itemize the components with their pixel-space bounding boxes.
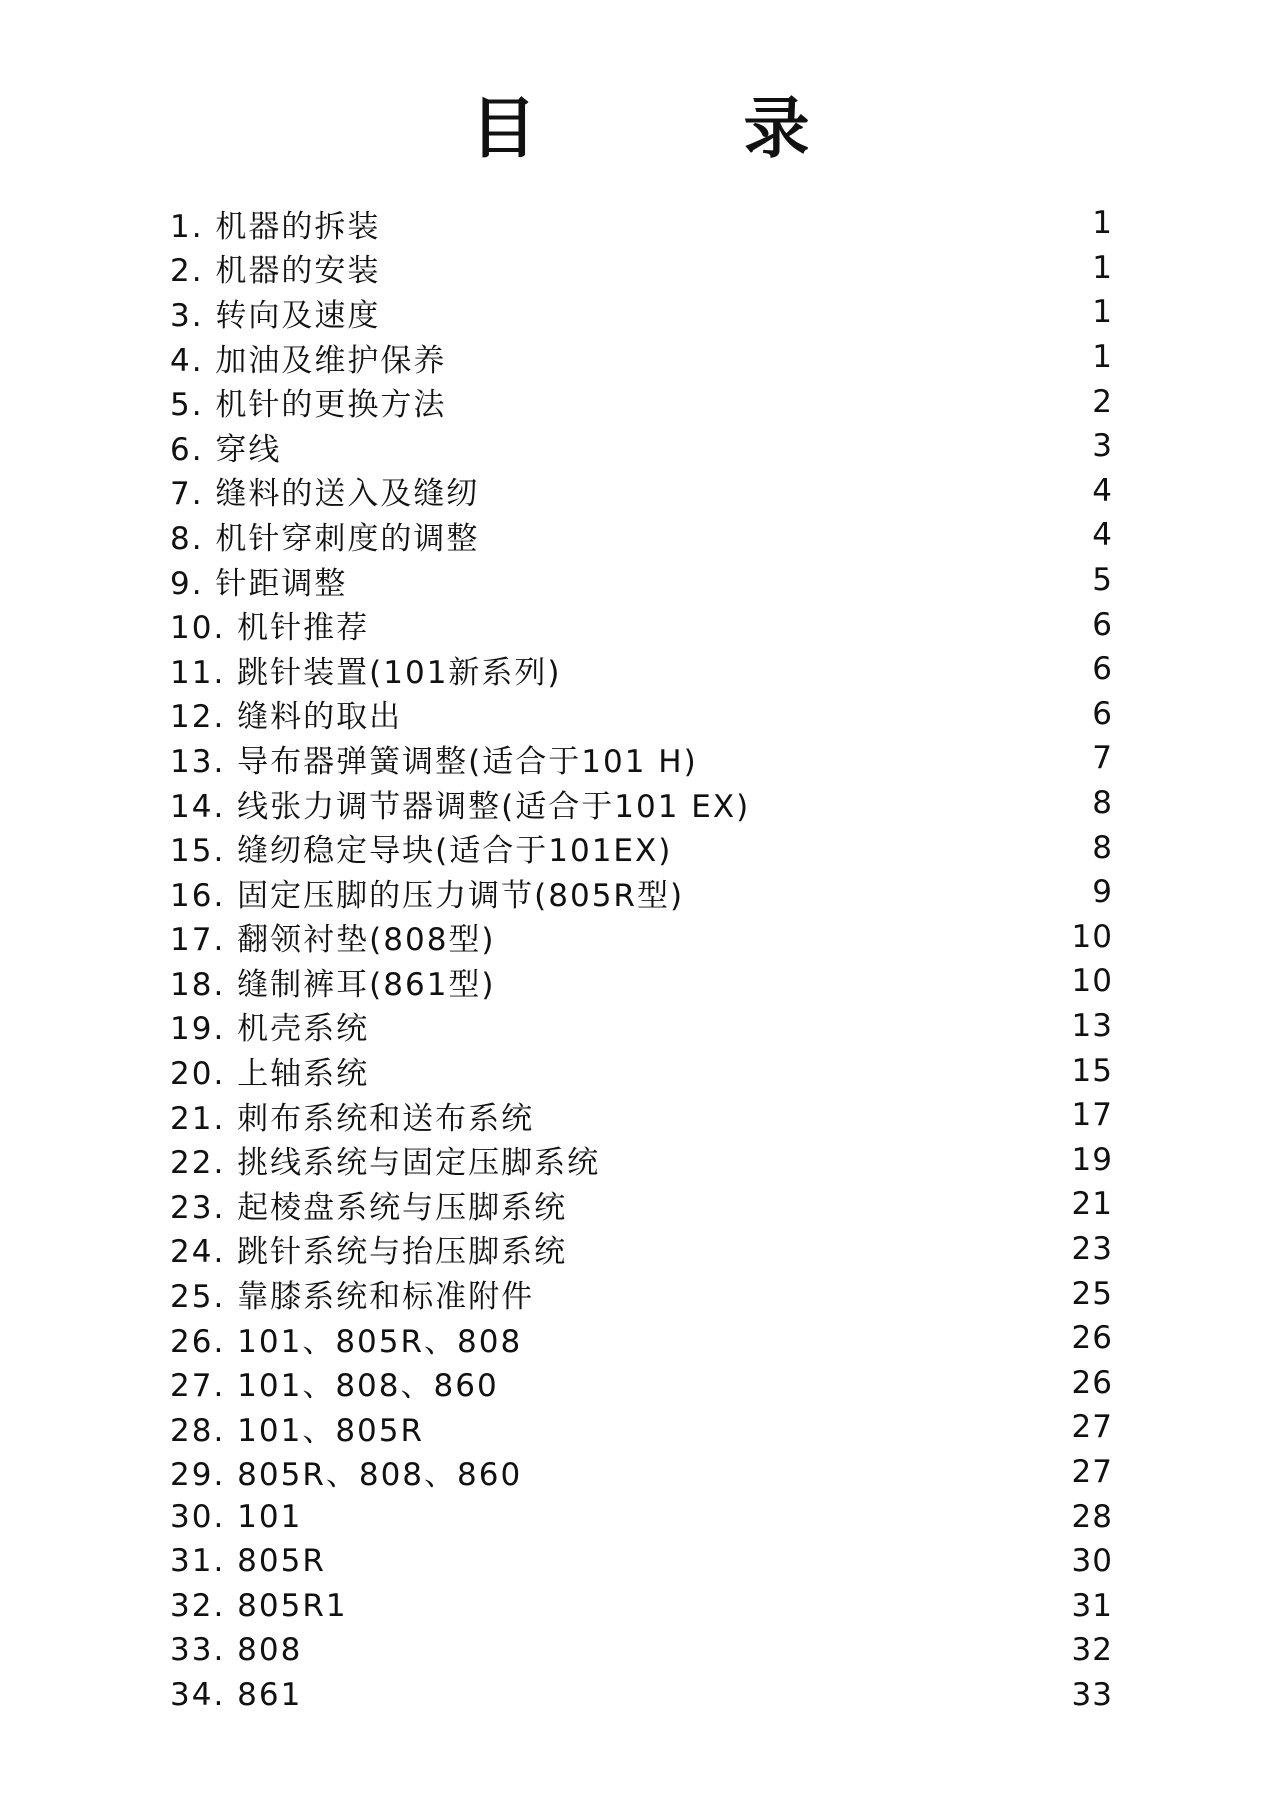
toc-entry-label: 13. 导布器弹簧调整(适合于101 H) — [170, 743, 698, 780]
toc-entry-page: 30 — [1071, 1543, 1113, 1580]
toc-entry-page: 19 — [1071, 1141, 1113, 1178]
toc-entry — [170, 1271, 1115, 1316]
toc-entry — [170, 558, 1115, 603]
toc-entry-page: 32 — [1071, 1632, 1113, 1669]
toc-entry-page: 17 — [1071, 1097, 1113, 1134]
toc-entry — [170, 1004, 1115, 1049]
toc-entry-page: 8 — [1092, 829, 1113, 866]
toc-entry — [170, 513, 1115, 558]
toc-entry — [170, 647, 1115, 692]
toc-entry — [170, 1583, 1115, 1628]
toc-entry-label: 10. 机针推荐 — [170, 610, 370, 647]
toc-entry — [170, 915, 1115, 960]
toc-entry-label: 2. 机器的安装 — [170, 253, 381, 290]
toc-entry — [170, 1093, 1115, 1138]
toc-entry — [170, 692, 1115, 737]
toc-entry — [170, 1494, 1115, 1539]
toc-entry-label: 7. 缝料的送入及缝纫 — [170, 476, 480, 513]
toc-entry-page: 26 — [1071, 1320, 1113, 1357]
toc-entry — [170, 335, 1115, 380]
toc-entry-page: 7 — [1092, 740, 1113, 777]
toc-entry-page: 2 — [1092, 383, 1113, 420]
toc-entry — [170, 1673, 1115, 1718]
toc-entry-page: 23 — [1071, 1230, 1113, 1267]
toc-entry-label: 25. 靠膝系统和标准附件 — [170, 1279, 535, 1316]
toc-entry-page: 25 — [1071, 1275, 1113, 1312]
toc-entry — [170, 1316, 1115, 1361]
toc-entry-page: 10 — [1071, 963, 1113, 1000]
toc-entry-label: 1. 机器的拆装 — [170, 208, 381, 245]
toc-entry-label: 31. 805R — [170, 1543, 326, 1580]
toc-entry — [170, 1405, 1115, 1450]
toc-entry-label: 32. 805R1 — [170, 1587, 348, 1624]
toc-entry-label: 26. 101、805R、808 — [170, 1323, 523, 1360]
toc-entry-label: 17. 翻领衬垫(808型) — [170, 922, 496, 959]
toc-entry — [170, 1227, 1115, 1272]
toc-entry-label: 22. 挑线系统与固定压脚系统 — [170, 1145, 601, 1182]
toc-entry-label: 19. 机壳系统 — [170, 1011, 370, 1048]
toc-entry-label: 12. 缝料的取出 — [170, 699, 403, 736]
toc-entry — [170, 602, 1115, 647]
toc-entry — [170, 1539, 1115, 1584]
toc-entry-page: 27 — [1071, 1453, 1113, 1490]
toc-entry-label: 3. 转向及速度 — [170, 297, 381, 334]
page-title: 目 录 — [470, 89, 902, 167]
toc-entry-page: 1 — [1092, 339, 1113, 376]
toc-entry-label: 30. 101 — [170, 1498, 303, 1535]
toc-entry-page: 6 — [1092, 695, 1113, 732]
toc-entry-label: 24. 跳针系统与抬压脚系统 — [170, 1234, 568, 1271]
toc-entry-label: 33. 808 — [170, 1632, 303, 1669]
toc-entry-label: 9. 针距调整 — [170, 565, 348, 602]
toc-entry-label: 34. 861 — [170, 1676, 303, 1713]
table-of-contents — [170, 201, 1115, 1717]
toc-entry — [170, 379, 1115, 424]
toc-entry-label: 14. 线张力调节器调整(适合于101 EX) — [170, 788, 751, 825]
toc-entry — [170, 1628, 1115, 1673]
toc-entry-page: 21 — [1071, 1186, 1113, 1223]
toc-entry-page: 8 — [1092, 785, 1113, 822]
toc-entry-page: 1 — [1092, 249, 1113, 286]
toc-entry-page: 3 — [1092, 428, 1113, 465]
toc-entry-label: 23. 起棱盘系统与压脚系统 — [170, 1189, 568, 1226]
toc-entry-label: 8. 机针穿刺度的调整 — [170, 520, 480, 557]
toc-entry-page: 27 — [1071, 1409, 1113, 1446]
toc-entry-page: 4 — [1092, 517, 1113, 554]
toc-entry-label: 29. 805R、808、860 — [170, 1457, 523, 1494]
toc-entry — [170, 290, 1115, 335]
toc-entry — [170, 781, 1115, 826]
toc-entry-page: 10 — [1071, 918, 1113, 955]
toc-entry — [170, 825, 1115, 870]
toc-entry-page: 6 — [1092, 606, 1113, 643]
toc-entry-page: 13 — [1071, 1007, 1113, 1044]
toc-entry-label: 16. 固定压脚的压力调节(805R型) — [170, 877, 685, 914]
toc-entry-label: 18. 缝制裤耳(861型) — [170, 966, 496, 1003]
toc-entry-label: 28. 101、805R — [170, 1412, 425, 1449]
toc-entry-page: 26 — [1071, 1364, 1113, 1401]
toc-entry — [170, 1182, 1115, 1227]
toc-entry — [170, 870, 1115, 915]
toc-entry-label: 11. 跳针装置(101新系列) — [170, 654, 562, 691]
toc-entry-label: 15. 缝纫稳定导块(适合于101EX) — [170, 833, 673, 870]
toc-entry — [170, 1450, 1115, 1495]
toc-entry-page: 5 — [1092, 562, 1113, 599]
toc-entry-label: 21. 刺布系统和送布系统 — [170, 1100, 535, 1137]
toc-entry — [170, 736, 1115, 781]
toc-entry-page: 15 — [1071, 1052, 1113, 1089]
toc-entry-page: 33 — [1071, 1676, 1113, 1713]
toc-entry-page: 9 — [1092, 874, 1113, 911]
toc-entry-page: 1 — [1092, 205, 1113, 242]
toc-entry-page: 28 — [1071, 1498, 1113, 1535]
toc-entry — [170, 1137, 1115, 1182]
toc-entry-page: 1 — [1092, 294, 1113, 331]
toc-entry-label: 27. 101、808、860 — [170, 1368, 499, 1405]
toc-entry — [170, 246, 1115, 291]
toc-entry — [170, 959, 1115, 1004]
toc-entry-page: 4 — [1092, 472, 1113, 509]
toc-entry — [170, 201, 1115, 246]
toc-entry — [170, 469, 1115, 514]
toc-entry-label: 4. 加油及维护保养 — [170, 342, 447, 379]
toc-entry — [170, 1048, 1115, 1093]
toc-entry — [170, 424, 1115, 469]
toc-entry-page: 6 — [1092, 651, 1113, 688]
toc-entry-label: 5. 机针的更换方法 — [170, 387, 447, 424]
toc-entry-label: 20. 上轴系统 — [170, 1056, 370, 1093]
toc-entry-page: 31 — [1071, 1587, 1113, 1624]
toc-entry-label: 6. 穿线 — [170, 431, 282, 468]
toc-entry — [170, 1360, 1115, 1405]
